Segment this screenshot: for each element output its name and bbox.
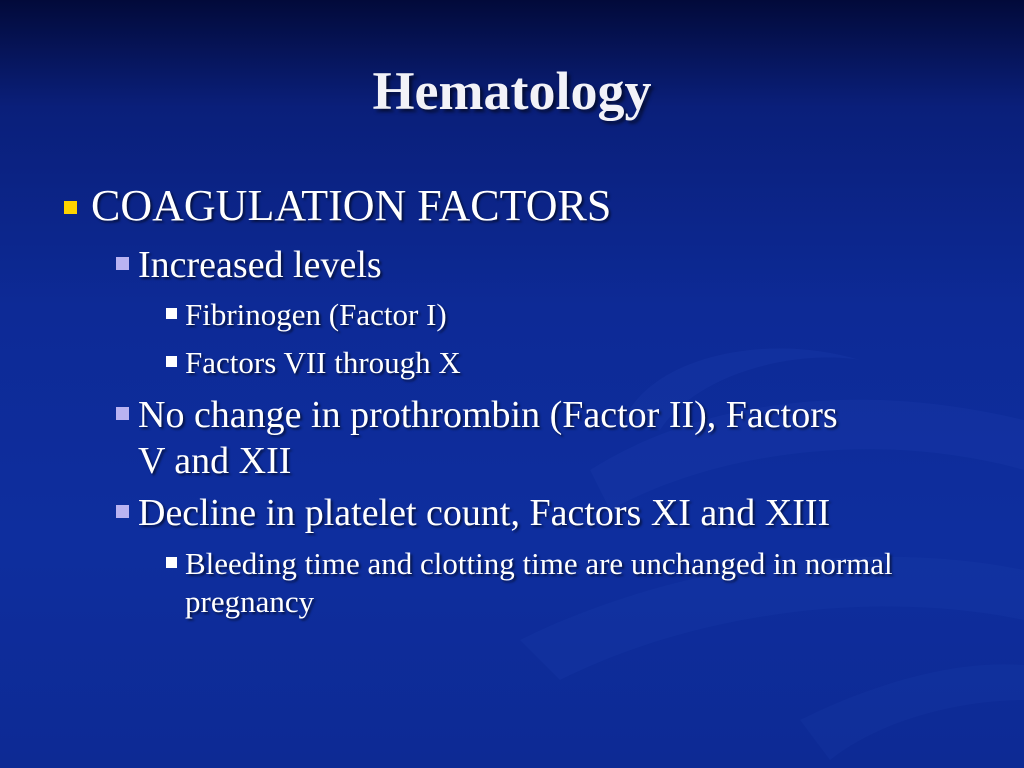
bullet-text: Bleeding time and clotting time are unchanged in normal pregnancy — [185, 546, 893, 619]
square-bullet-icon — [166, 308, 177, 319]
square-bullet-icon — [166, 557, 177, 568]
square-bullet-icon — [116, 505, 129, 518]
bullet-text: Increased levels — [138, 244, 382, 286]
bullet-text: Decline in platelet count, Factors XI and XIII — [138, 492, 831, 534]
square-bullet-icon — [64, 201, 77, 214]
bullet-item — [116, 242, 976, 288]
bullet-text: COAGULATION FACTORS — [91, 181, 612, 230]
bullet-item — [116, 392, 846, 484]
bullet-text: Factors VII through X — [185, 345, 461, 380]
square-bullet-icon — [116, 257, 129, 270]
bullet-item — [166, 344, 966, 382]
bullet-item — [64, 181, 964, 230]
bullet-text: No change in prothrombin (Factor II), Factors V and XII — [138, 394, 838, 482]
bullet-text: Fibrinogen (Factor I) — [185, 297, 447, 332]
bullet-item — [116, 490, 996, 536]
square-bullet-icon — [166, 356, 177, 367]
bullet-item — [166, 545, 966, 621]
slide-title: Hematology — [372, 61, 652, 121]
bullet-item — [166, 296, 966, 334]
square-bullet-icon — [116, 407, 129, 420]
